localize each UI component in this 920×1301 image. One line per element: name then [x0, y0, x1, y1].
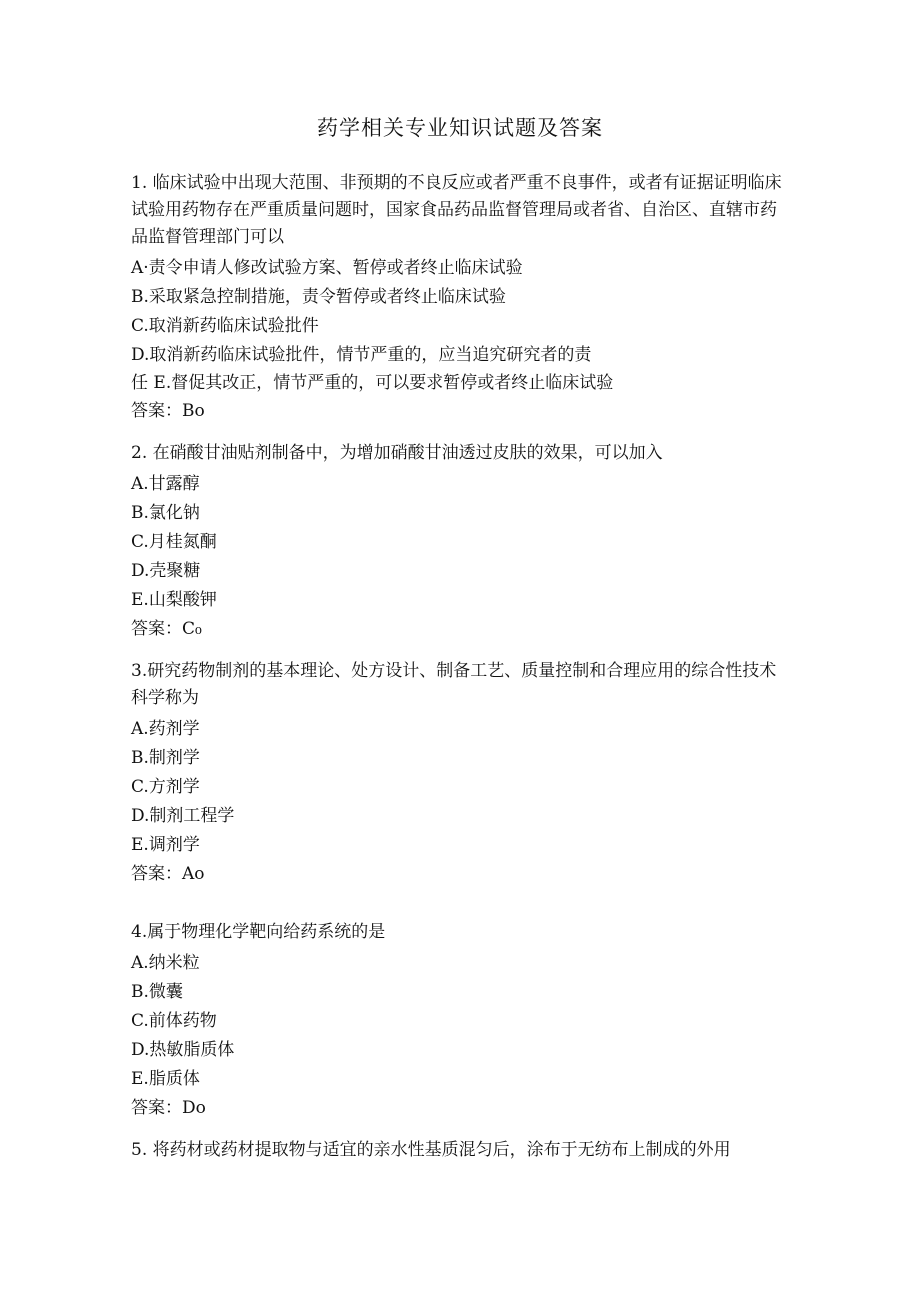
- question-stem: 5. 将药材或药材提取物与适宜的亲水性基质混匀后，涂布于无纺布上制成的外用: [131, 1140, 731, 1160]
- option-b: B.制剂学: [131, 748, 200, 768]
- option-b: B.采取紧急控制措施，责令暂停或者终止临床试验: [131, 287, 506, 307]
- answer: 答案：C₀: [131, 619, 202, 639]
- option-d: D.制剂工程学: [131, 806, 235, 826]
- question-5: [131, 1137, 791, 1164]
- option-d: D.取消新药临床试验批件，情节严重的，应当追究研究者的责: [131, 345, 592, 365]
- question-stem: 2. 在硝酸甘油贴剂制备中，为增加硝酸甘油透过皮肤的效果，可以加入: [131, 443, 663, 463]
- answer: 答案：Ao: [131, 864, 205, 884]
- question-4: [131, 919, 791, 1123]
- option-d: D.壳聚糖: [131, 561, 201, 581]
- question-stem: 1. 临床试验中出现大范围、非预期的不良反应或者严重不良事件，或者有证据证明临床试验用药物存在严重质量问题时，国家食品药品监督管理局或者省、自治区、直辖市药品监督管理部门可以: [131, 173, 782, 247]
- answer: 答案：Bo: [131, 401, 205, 421]
- option-d: D.热敏脂质体: [131, 1040, 235, 1060]
- option-c: C.取消新药临床试验批件: [131, 316, 319, 336]
- question-stem: 3.研究药物制剂的基本理论、处方设计、制备工艺、质量控制和合理应用的综合性技术科学称为: [131, 661, 777, 708]
- option-e: E.脂质体: [131, 1069, 200, 1089]
- question-list: [131, 170, 791, 1178]
- option-e: 任 E.督促其改正，情节严重的，可以要求暂停或者终止临床试验: [131, 373, 614, 393]
- question-3: [131, 658, 791, 889]
- option-b: B.微囊: [131, 982, 183, 1002]
- option-c: C.前体药物: [131, 1011, 217, 1031]
- document-title: 药学相关专业知识试题及答案: [317, 116, 603, 140]
- option-c: C.月桂氮酮: [131, 532, 217, 552]
- question-1: [131, 170, 791, 426]
- option-a: A.甘露醇: [131, 474, 200, 494]
- question-stem: 4.属于物理化学靶向给药系统的是: [131, 922, 386, 942]
- answer: 答案：Do: [131, 1098, 206, 1118]
- option-a: A.纳米粒: [131, 953, 200, 973]
- option-a: A·责令申请人修改试验方案、暂停或者终止临床试验: [131, 258, 523, 278]
- option-c: C.方剂学: [131, 777, 200, 797]
- option-e: E.山梨酸钾: [131, 590, 217, 610]
- option-a: A.药剂学: [131, 719, 200, 739]
- option-e: E.调剂学: [131, 835, 200, 855]
- option-b: B.氯化钠: [131, 503, 200, 523]
- question-2: [131, 440, 791, 644]
